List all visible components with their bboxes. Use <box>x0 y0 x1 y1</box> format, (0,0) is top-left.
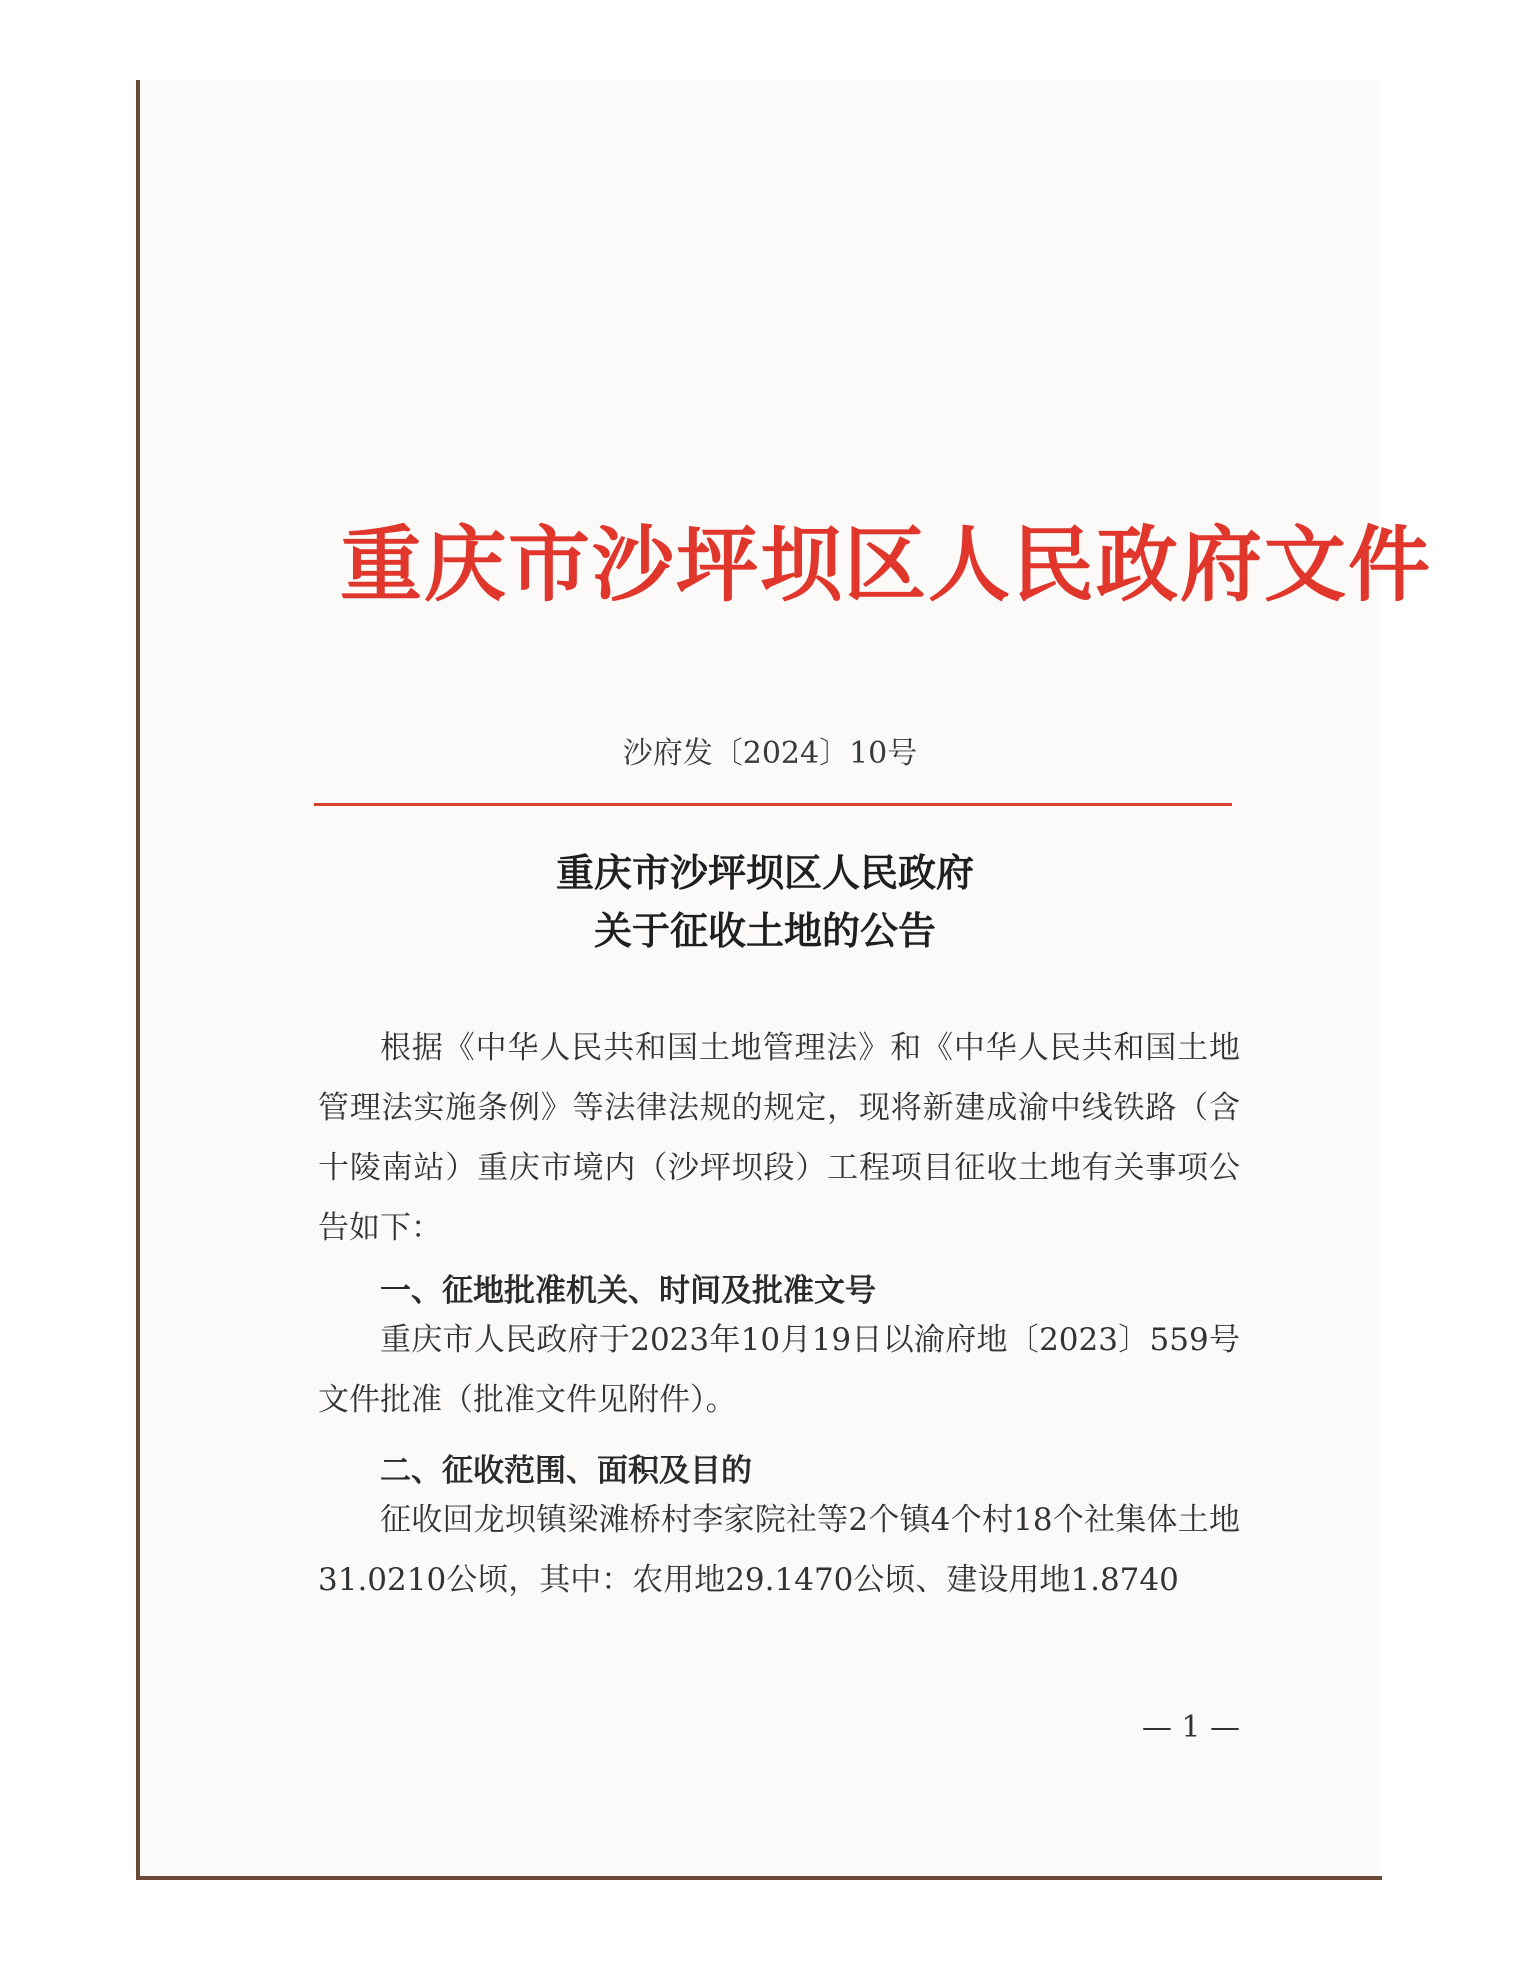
red-divider-line <box>314 803 1232 806</box>
notice-title-line2: 关于征收土地的公告 <box>593 908 936 953</box>
intro-paragraph: 根据《中华人民共和国土地管理法》和《中华人民共和国土地管理法实施条例》等法律法规的规定，现将新建成渝中线铁路（含十陵南站）重庆市境内（沙坪坝段）工程项目征收土地有关事项公告如下： <box>318 1030 1240 1246</box>
section2-paragraph: 征收回龙坝镇梁滩桥村李家院社等2个镇4个村18个社集体土地31.0210公顷，其中：农用地29.1470公顷、建设用地1.8740 <box>318 1502 1240 1598</box>
section1-paragraph: 重庆市人民政府于2023年10月19日以渝府地〔2023〕559号文件批准（批准文件见附件）。 <box>318 1322 1240 1418</box>
notice-title-line1: 重庆市沙坪坝区人民政府 <box>555 850 974 895</box>
section1-heading: 一、征地批准机关、时间及批准文号 <box>380 1273 876 1309</box>
document-number: 沙府发〔2024〕10号 <box>622 736 918 771</box>
document-page <box>138 80 1433 1880</box>
page-number: — 1 — <box>1141 1710 1240 1745</box>
page-edge-left <box>136 80 140 1880</box>
page-edge-bottom <box>136 1876 1382 1880</box>
section2-heading: 二、征收范围、面积及目的 <box>380 1453 752 1489</box>
issuer-title: 重庆市沙坪坝区人民政府文件 <box>340 518 1433 613</box>
